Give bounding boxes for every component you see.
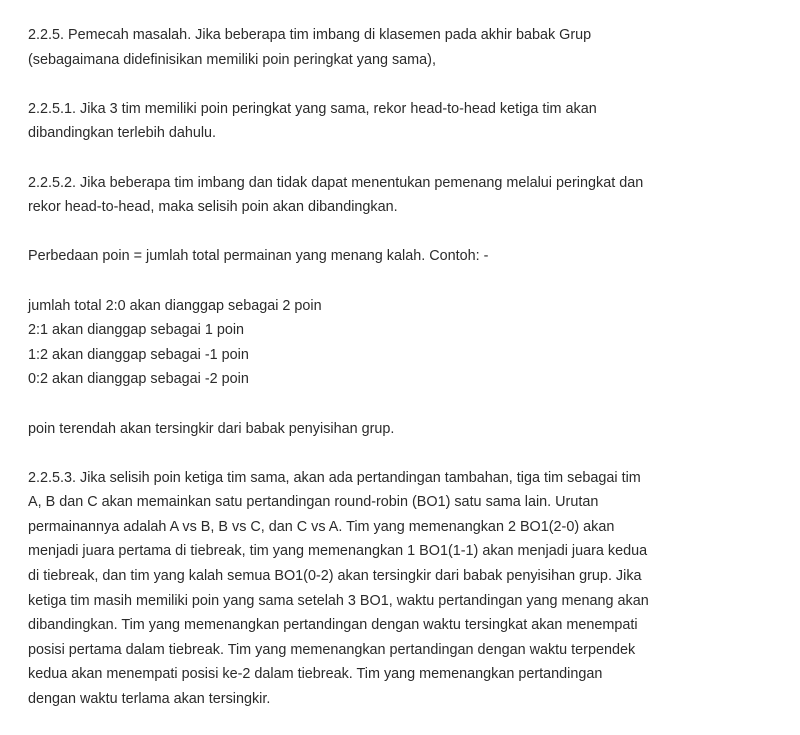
paragraph-point-difference: [28, 244, 778, 269]
paragraph-lowest-points: [28, 417, 778, 442]
paragraph-line: (sebagaimana didefinisikan memiliki poin peringkat yang sama),: [28, 51, 436, 68]
examples-list: [28, 294, 778, 392]
paragraph-line: dibandingkan. Tim yang memenangkan pertandingan dengan waktu tersingkat akan menempati: [28, 617, 638, 634]
paragraph-line: A, B dan C akan memainkan satu pertandingan round-robin (BO1) satu sama lain. Urutan: [28, 494, 599, 511]
paragraph-line: menjadi juara pertama di tiebreak, tim yang memenangkan 1 BO1(1-1) akan menjadi juara kedua: [28, 543, 648, 560]
paragraph-line: ketiga tim masih memiliki poin yang sama setelah 3 BO1, waktu pertandingan yang menang akan: [28, 592, 649, 609]
paragraph-line: 2.2.5. Pemecah masalah. Jika beberapa tim imbang di klasemen pada akhir babak Grup: [28, 27, 592, 43]
paragraph-gap: [28, 269, 778, 294]
paragraph-2-2-5-2: [28, 171, 778, 220]
paragraph-line: rekor head-to-head, maka selisih poin akan dibandingkan.: [28, 199, 398, 216]
paragraph-gap: [28, 220, 778, 245]
paragraph-gap: [28, 72, 778, 97]
paragraph-line: Perbedaan poin = jumlah total permainan yang menang kalah. Contoh: -: [28, 248, 489, 265]
paragraph-line: 2.2.5.3. Jika selisih poin ketiga tim sama, akan ada pertandingan tambahan, tiga tim sebagai tim: [28, 469, 641, 486]
paragraph-line: dibandingkan terlebih dahulu.: [28, 125, 217, 142]
paragraph-line: dengan waktu terlama akan tersingkir.: [28, 691, 271, 708]
paragraph-2-2-5-3: [28, 466, 778, 712]
paragraph-gap: [28, 441, 778, 466]
paragraph-line: di tiebreak, dan tim yang kalah semua BO1(0-2) akan tersingkir dari babak penyisihan grup. Jika: [28, 568, 642, 585]
example-line: 2:1 akan dianggap sebagai 1 poin: [28, 322, 245, 339]
document-body: [28, 23, 778, 712]
example-line: 1:2 akan dianggap sebagai -1 poin: [28, 346, 249, 363]
paragraph-line: posisi pertama dalam tiebreak. Tim yang memenangkan pertandingan dengan waktu terpendek: [28, 641, 636, 658]
paragraph-line: 2.2.5.1. Jika 3 tim memiliki poin peringkat yang sama, rekor head-to-head ketiga tim akan: [28, 100, 597, 117]
paragraph-line: kedua akan menempati posisi ke-2 dalam tiebreak. Tim yang memenangkan pertandingan: [28, 666, 603, 683]
paragraph-gap: [28, 146, 778, 171]
example-line: 0:2 akan dianggap sebagai -2 poin: [28, 371, 249, 388]
paragraph-line: permainannya adalah A vs B, B vs C, dan C vs A. Tim yang memenangkan 2 BO1(2-0) akan: [28, 518, 615, 535]
paragraph-line: poin terendah akan tersingkir dari babak penyisihan grup.: [28, 420, 395, 437]
paragraph-2-2-5: [28, 23, 778, 72]
paragraph-gap: [28, 392, 778, 417]
example-line: jumlah total 2:0 akan dianggap sebagai 2 poin: [28, 297, 322, 314]
paragraph-line: 2.2.5.2. Jika beberapa tim imbang dan tidak dapat menentukan pemenang melalui peringkat dan: [28, 174, 644, 191]
paragraph-2-2-5-1: [28, 97, 778, 146]
